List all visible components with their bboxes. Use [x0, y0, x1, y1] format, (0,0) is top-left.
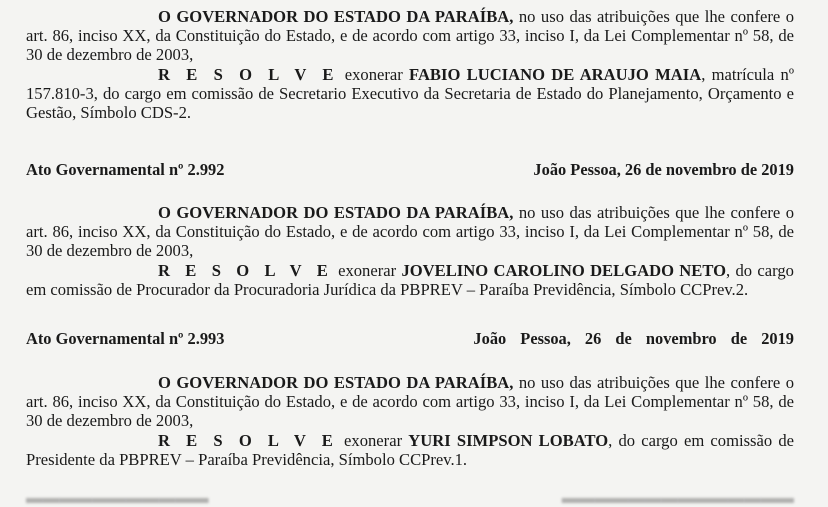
act-2993-person-name: YURI SIMPSON LOBATO — [408, 430, 609, 450]
act-2992-preamble — [26, 203, 794, 261]
act-2993-heading — [26, 329, 794, 348]
act-1-details: , matrícula nº 157.810-3, do cargo em comissão de Secretario Executivo da Secretaria de Estado do Planejamento, Orçamento e Gestão, Símbolo CDS-2. — [26, 64, 795, 123]
cropped-next-heading — [26, 488, 794, 507]
act-2992-person-name: JOVELINO CAROLINO DELGADO NETO — [401, 260, 727, 280]
act-2992-heading — [26, 160, 794, 179]
act-1-resolution — [26, 65, 794, 123]
act-1-governor: O GOVERNADOR DO ESTADO DA PARAÍBA, — [158, 7, 514, 26]
act-2992-details: , do cargo em comissão de Procurador da Procuradoria Jurídica da PBPREV – Paraíba Previdência, Símbolo CCPrev.2. — [26, 260, 794, 299]
act-2992-resolve: R E S O L V E — [158, 260, 333, 280]
act-2993-number: Ato Governamental nº 2.993 — [26, 329, 225, 348]
act-2993-preamble — [26, 373, 794, 431]
act-2992-number: Ato Governamental nº 2.992 — [26, 160, 225, 179]
act-1-resolve: R E S O L V E — [158, 64, 339, 84]
act-2993-powers: no uso das atribuições que lhe confere o art. 86, inciso XX, da Constituição do Estado, e de acordo com artigo 33, inciso I, da Lei Complementar nº 58, de 30 de dezembro de 2003, — [26, 373, 794, 431]
act-2993-action: exonerar — [337, 430, 409, 450]
act-2993-date: João Pessoa, 26 de novembro de 2019 — [473, 329, 794, 348]
act-2993-governor: O GOVERNADOR DO ESTADO DA PARAÍBA, — [158, 373, 514, 392]
act-2993-resolution — [26, 431, 794, 469]
act-1-preamble — [26, 7, 794, 65]
act-2993-resolve: R E S O L V E — [158, 430, 338, 450]
act-2993-details: , do cargo em comissão de Presidente da PBPREV – Paraíba Previdência, Símbolo CCPrev.1. — [26, 430, 795, 469]
act-1-person-name: FABIO LUCIANO DE ARAUJO MAIA — [409, 64, 702, 84]
act-2992-powers: no uso das atribuições que lhe confere o art. 86, inciso XX, da Constituição do Estado, e de acordo com artigo 33, inciso I, da Lei Complementar nº 58, de 30 de dezembro de 2003, — [26, 203, 794, 261]
act-2992-governor: O GOVERNADOR DO ESTADO DA PARAÍBA, — [158, 203, 514, 222]
act-1-body — [26, 7, 794, 122]
cropped-right-fragment: ▬▬▬▬▬▬▬▬▬▬▬▬▬▬ — [561, 488, 794, 507]
act-2993-body — [26, 373, 794, 469]
act-1-action: exonerar — [338, 64, 410, 84]
act-2992-body — [26, 203, 794, 299]
act-1-powers: no uso das atribuições que lhe confere o art. 86, inciso XX, da Constituição do Estado, e de acordo com artigo 33, inciso I, da Lei Complementar nº 58, de 30 de dezembro de 2003, — [26, 7, 794, 65]
act-2992-action: exonerar — [332, 260, 402, 280]
act-2992-date: João Pessoa, 26 de novembro de 2019 — [533, 160, 794, 179]
cropped-left-fragment: ▬▬▬▬▬▬▬▬▬▬▬ — [26, 488, 209, 507]
act-2992-resolution — [26, 261, 794, 299]
